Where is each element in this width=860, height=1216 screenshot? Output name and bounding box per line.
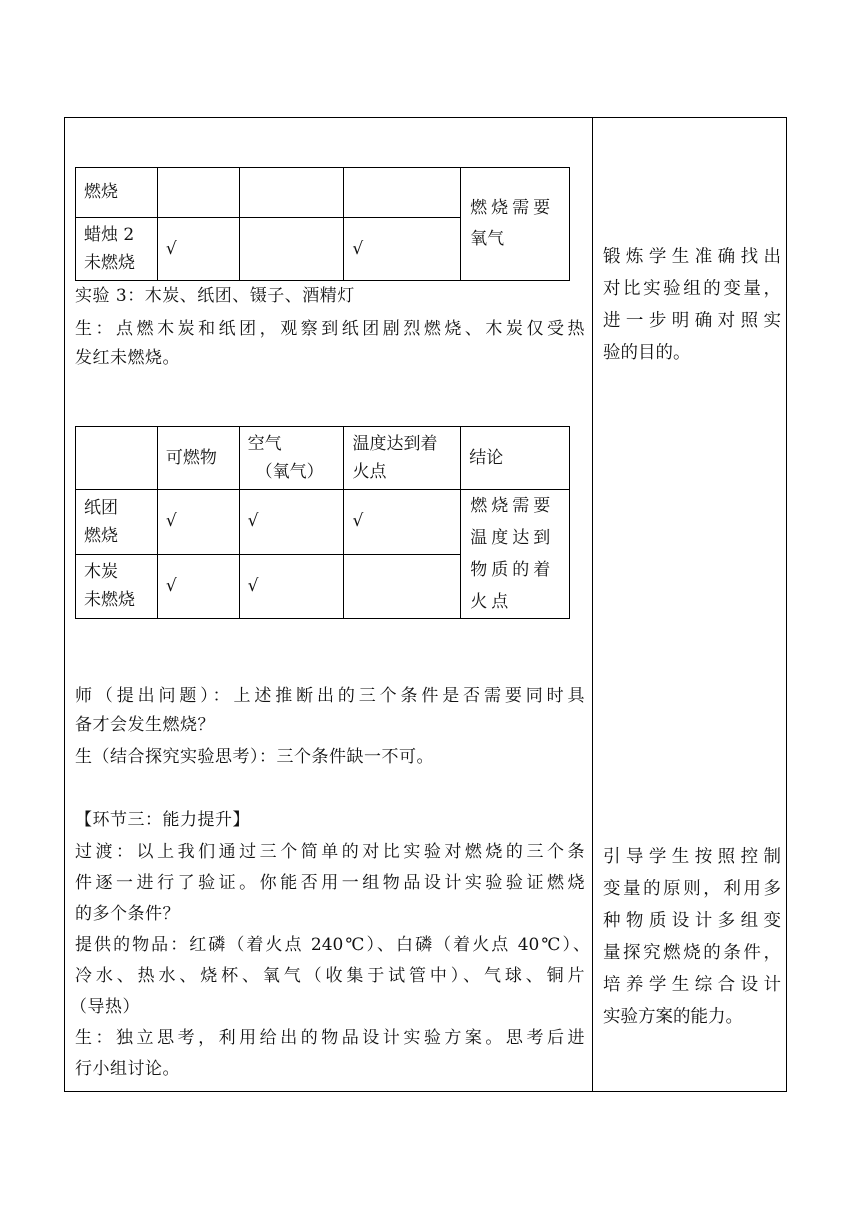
- table-cell: [239, 168, 344, 218]
- conclusion-line: 燃烧需要: [470, 198, 555, 218]
- note-line: 锻炼学生准确找出: [603, 247, 781, 267]
- teacher-question-cont: 备才会发生燃烧？: [75, 715, 215, 735]
- table-cell: [344, 554, 461, 619]
- header-cell: [239, 427, 344, 490]
- section-line: 件逐一进行了验证。你能否用一组物品设计实验验证燃烧: [75, 873, 585, 893]
- teaching-note-1: [603, 241, 781, 369]
- section-line: （导热）: [70, 997, 140, 1017]
- header-cell: [76, 427, 158, 490]
- header-cell: 可燃物: [157, 427, 239, 490]
- row-label: [76, 218, 158, 281]
- temperature-experiment-table: [75, 426, 570, 619]
- check-mark: √: [239, 554, 344, 619]
- oxygen-experiment-table: [75, 167, 570, 281]
- conclusion-line: 火点: [470, 592, 513, 612]
- table-row: [76, 490, 570, 555]
- header-cell: 结论: [461, 427, 570, 490]
- conclusion-line: 温度达到: [470, 528, 555, 548]
- header-line: 温度达到着: [352, 434, 438, 454]
- check-mark: √: [157, 218, 239, 281]
- conclusion-cell: [461, 490, 570, 619]
- teacher-question: 师（提出问题）：上述推断出的三个条件是否需要同时具: [75, 686, 585, 706]
- note-line: 验的目的。: [603, 343, 691, 363]
- row-label-line: 未燃烧: [84, 590, 135, 611]
- row-label-line: 纸团: [84, 497, 118, 518]
- note-line: 引导学生按照控制: [603, 847, 781, 867]
- note-line: 实验方案的能力。: [603, 1007, 743, 1027]
- section-line: 冷水、热水、烧杯、氧气（收集于试管中）、气球、铜片: [75, 966, 585, 986]
- column-divider: [592, 117, 593, 1092]
- row-label-line: 木炭: [84, 562, 118, 583]
- conclusion-line: 物质的着: [470, 560, 555, 580]
- note-line: 量探究燃烧的条件，: [603, 943, 781, 963]
- header-line: 空气: [247, 434, 282, 454]
- student-answer: 生（结合探究实验思考）：三个条件缺一不可。: [75, 747, 434, 767]
- table-header-row: [76, 427, 570, 490]
- conclusion-line: 氧气: [470, 229, 505, 249]
- check-mark: √: [344, 218, 461, 281]
- note-line: 变量的原则，利用多: [603, 879, 781, 899]
- row-label: 燃烧: [76, 168, 158, 218]
- experiment3-observation-cont: 发红未燃烧。: [75, 348, 180, 368]
- note-line: 种物质设计多组变: [603, 911, 781, 931]
- section-heading: 【环节三：能力提升】: [75, 810, 250, 830]
- check-mark: √: [344, 490, 461, 555]
- table-cell: [239, 218, 344, 281]
- note-line: 对比实验组的变量，: [603, 279, 781, 299]
- row-label-line: 蜡烛 2: [84, 225, 135, 245]
- header-line: 火点: [352, 462, 387, 482]
- note-line: 进一步明确对照实: [603, 311, 781, 331]
- check-mark: √: [157, 490, 239, 555]
- row-label: [76, 554, 158, 619]
- experiment3-materials: 实验 3：木炭、纸团、镊子、酒精灯: [75, 286, 355, 306]
- experiment3-observation: 生：点燃木炭和纸团，观察到纸团剧烈燃烧、木炭仅受热: [75, 319, 585, 339]
- conclusion-cell: [461, 168, 570, 281]
- section-line: 过渡：以上我们通过三个简单的对比实验对燃烧的三个条: [75, 842, 585, 862]
- section-line: 的多个条件？: [75, 904, 180, 924]
- table-row: [76, 168, 570, 218]
- check-mark: √: [157, 554, 239, 619]
- header-line: （氧气）: [255, 462, 324, 482]
- section-line: 生：独立思考，利用给出的物品设计实验方案。思考后进: [75, 1028, 585, 1048]
- check-mark: √: [239, 490, 344, 555]
- conclusion-line: 燃烧需要: [470, 496, 555, 516]
- row-label-line: 燃烧: [84, 525, 118, 546]
- header-cell: [344, 427, 461, 490]
- note-line: 培养学生综合设计: [603, 975, 781, 995]
- section-line: 行小组讨论。: [75, 1059, 180, 1079]
- table-cell: [344, 168, 461, 218]
- row-label: [76, 490, 158, 555]
- section-line: 提供的物品：红磷（着火点 240℃）、白磷（着火点 40℃）、: [75, 935, 590, 955]
- teaching-note-2: [603, 841, 781, 1033]
- table-cell: [157, 168, 239, 218]
- row-label-line: 未燃烧: [84, 253, 135, 273]
